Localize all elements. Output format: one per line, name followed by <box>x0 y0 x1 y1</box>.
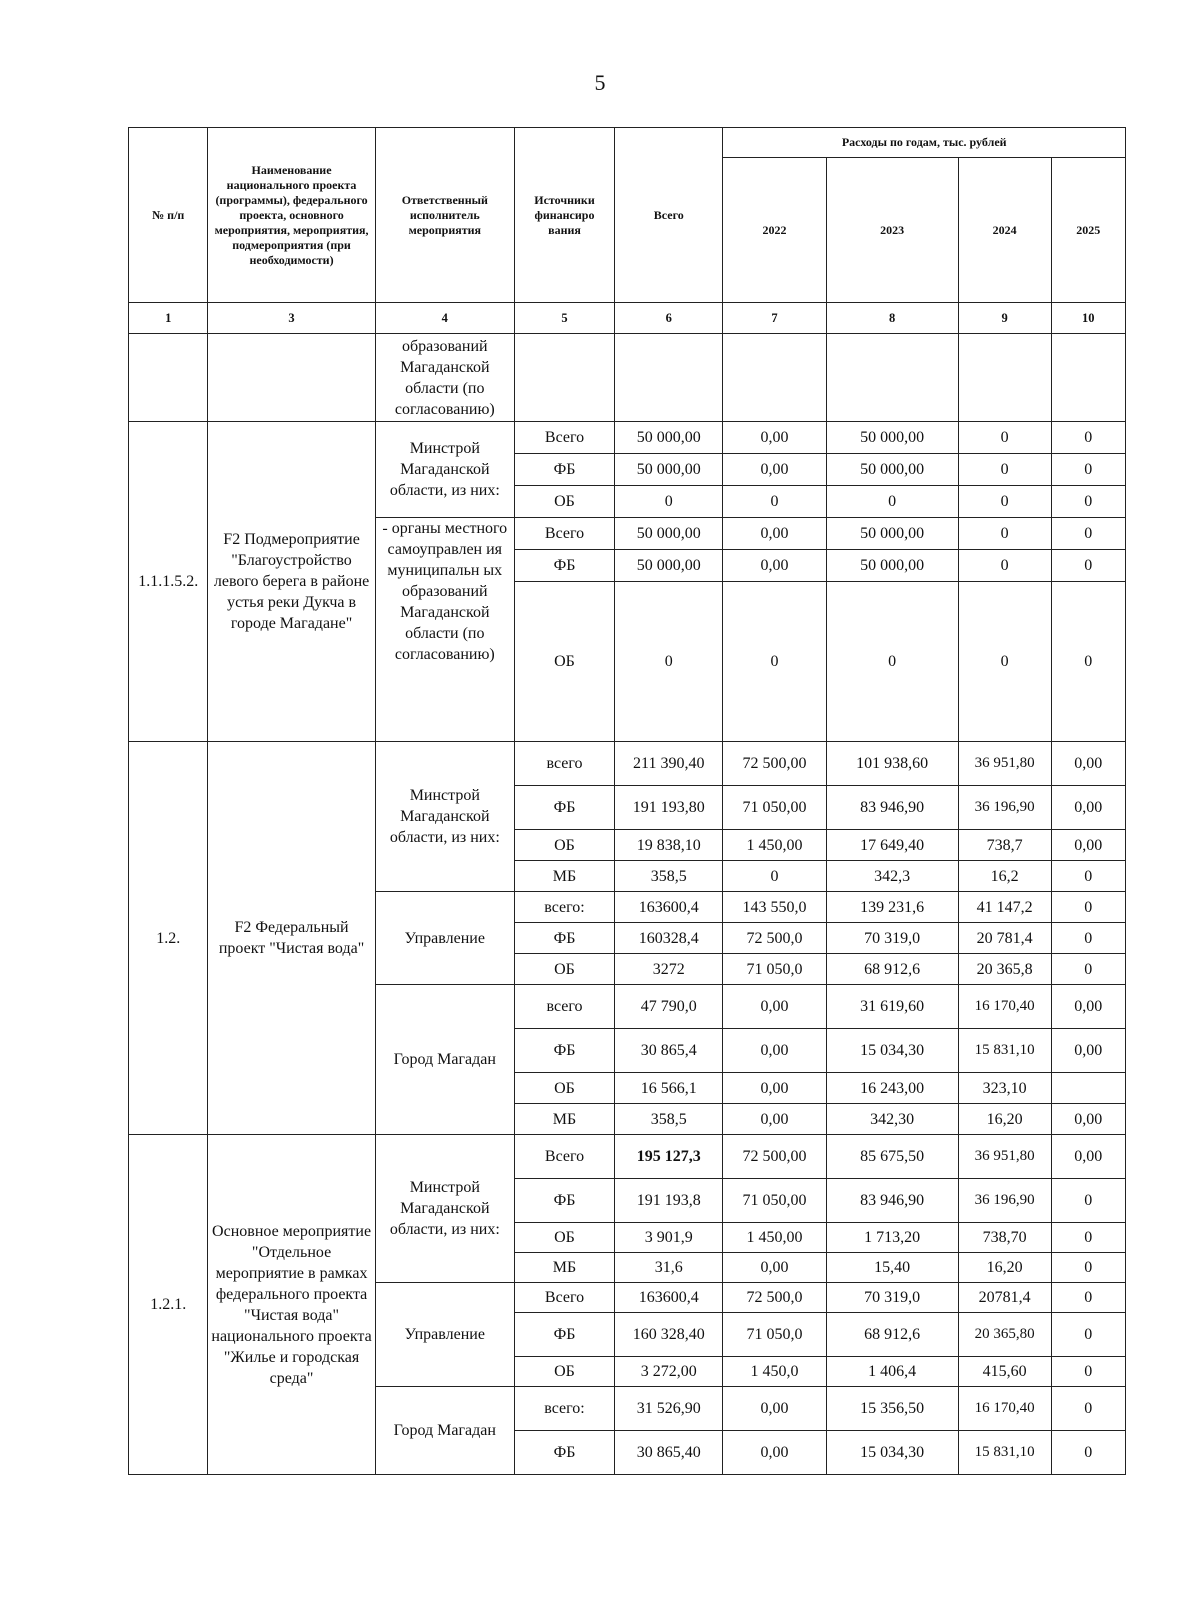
value-cell: 15 831,10 <box>958 1029 1051 1073</box>
value-cell: 1 450,00 <box>723 1223 826 1253</box>
value-cell: 738,70 <box>958 1223 1051 1253</box>
total-cell: 50 000,00 <box>615 518 723 550</box>
index-cell: 5 <box>514 303 614 334</box>
total-cell: 191 193,8 <box>615 1179 723 1223</box>
table-row <box>129 742 1126 786</box>
source-cell: всего: <box>514 1387 614 1431</box>
value-cell: 0,00 <box>1051 1104 1125 1135</box>
source-cell: МБ <box>514 1253 614 1283</box>
total-cell: 211 390,40 <box>615 742 723 786</box>
value-cell: 0 <box>1051 422 1125 454</box>
executor-cell: Минстрой Магаданской области, из них: <box>375 422 514 518</box>
item-number: 1.1.1.5.2. <box>129 422 208 742</box>
value-cell: 0,00 <box>1051 830 1125 861</box>
total-cell: 3 272,00 <box>615 1357 723 1387</box>
total-cell: 191 193,80 <box>615 786 723 830</box>
value-cell: 0 <box>1051 1223 1125 1253</box>
header-expenses: Расходы по годам, тыс. рублей <box>723 128 1126 158</box>
value-cell: 0,00 <box>1051 1029 1125 1073</box>
total-cell: 358,5 <box>615 1104 723 1135</box>
executor-cell: Город Магадан <box>375 1387 514 1475</box>
total-cell: 47 790,0 <box>615 985 723 1029</box>
value-cell: 16 243,00 <box>826 1073 958 1104</box>
column-index-row <box>129 303 1126 334</box>
value-cell: 1 713,20 <box>826 1223 958 1253</box>
total-cell: 163600,4 <box>615 892 723 923</box>
executor-cell: Город Магадан <box>375 985 514 1135</box>
value-cell: 0 <box>1051 861 1125 892</box>
value-cell: 0 <box>1051 1179 1125 1223</box>
value-cell: 15 831,10 <box>958 1431 1051 1475</box>
total-cell: 31 526,90 <box>615 1387 723 1431</box>
executor-cell: - органы местного самоуправлен ия муниципальн ых образований Магаданской области (по согласованию) <box>375 518 514 742</box>
value-cell: 139 231,6 <box>826 892 958 923</box>
value-cell: 0 <box>1051 1357 1125 1387</box>
total-cell: 0 <box>615 486 723 518</box>
value-cell: 20 365,8 <box>958 954 1051 985</box>
source-cell: Всего <box>514 518 614 550</box>
value-cell: 36 196,90 <box>958 786 1051 830</box>
value-cell: 0 <box>723 486 826 518</box>
value-cell <box>1051 1073 1125 1104</box>
value-cell: 31 619,60 <box>826 985 958 1029</box>
value-cell: 0 <box>1051 1283 1125 1313</box>
index-cell: 10 <box>1051 303 1125 334</box>
value-cell: 71 050,0 <box>723 954 826 985</box>
total-cell: 50 000,00 <box>615 550 723 582</box>
item-number: 1.2.1. <box>129 1135 208 1475</box>
value-cell: 0 <box>958 518 1051 550</box>
value-cell: 72 500,0 <box>723 1283 826 1313</box>
total-cell: 30 865,40 <box>615 1431 723 1475</box>
value-cell: 0 <box>1051 1431 1125 1475</box>
value-cell: 50 000,00 <box>826 454 958 486</box>
value-cell: 342,3 <box>826 861 958 892</box>
value-cell: 0 <box>958 422 1051 454</box>
source-cell: ФБ <box>514 1313 614 1357</box>
total-cell: 160 328,40 <box>615 1313 723 1357</box>
index-cell: 3 <box>208 303 375 334</box>
value-cell: 0 <box>1051 923 1125 954</box>
value-cell: 36 951,80 <box>958 1135 1051 1179</box>
executor-cell: образований Магаданской области (по согласованию) <box>375 334 514 422</box>
value-cell: 0 <box>1051 1313 1125 1357</box>
value-cell: 0 <box>958 454 1051 486</box>
value-cell: 0 <box>1051 454 1125 486</box>
source-cell: ОБ <box>514 954 614 985</box>
executor-cell: Минстрой Магаданской области, из них: <box>375 1135 514 1283</box>
value-cell: 0,00 <box>1051 985 1125 1029</box>
value-cell: 71 050,0 <box>723 1313 826 1357</box>
source-cell: ФБ <box>514 1431 614 1475</box>
item-name: F2 Федеральный проект "Чистая вода" <box>208 742 375 1135</box>
value-cell: 0 <box>723 582 826 742</box>
total-cell: 160328,4 <box>615 923 723 954</box>
index-cell: 1 <box>129 303 208 334</box>
value-cell: 0,00 <box>723 550 826 582</box>
value-cell: 72 500,0 <box>723 923 826 954</box>
value-cell: 0 <box>1051 486 1125 518</box>
value-cell: 0 <box>958 582 1051 742</box>
total-cell: 50 000,00 <box>615 454 723 486</box>
value-cell: 71 050,00 <box>723 1179 826 1223</box>
total-cell: 0 <box>615 582 723 742</box>
total-cell: 3272 <box>615 954 723 985</box>
value-cell: 0 <box>1051 1253 1125 1283</box>
value-cell: 16,20 <box>958 1253 1051 1283</box>
value-cell: 41 147,2 <box>958 892 1051 923</box>
budget-table <box>128 127 1126 1475</box>
source-cell: ФБ <box>514 454 614 486</box>
source-cell: всего <box>514 985 614 1029</box>
source-cell: всего <box>514 742 614 786</box>
source-cell: ФБ <box>514 550 614 582</box>
page-number: 5 <box>594 70 606 95</box>
value-cell: 1 450,0 <box>723 1357 826 1387</box>
value-cell: 0 <box>1051 582 1125 742</box>
value-cell: 20781,4 <box>958 1283 1051 1313</box>
value-cell: 0,00 <box>1051 1135 1125 1179</box>
value-cell: 0,00 <box>723 1253 826 1283</box>
source-cell: ФБ <box>514 923 614 954</box>
value-cell: 0,00 <box>723 985 826 1029</box>
executor-cell: Управление <box>375 892 514 985</box>
total-cell: 3 901,9 <box>615 1223 723 1253</box>
value-cell: 342,30 <box>826 1104 958 1135</box>
source-cell: МБ <box>514 861 614 892</box>
value-cell: 1 450,00 <box>723 830 826 861</box>
header-source: Источники финансиро вания <box>514 128 614 303</box>
source-cell: Всего <box>514 1135 614 1179</box>
table-row <box>129 1135 1126 1179</box>
source-cell: ФБ <box>514 1179 614 1223</box>
value-cell: 50 000,00 <box>826 518 958 550</box>
index-cell: 8 <box>826 303 958 334</box>
source-cell: Всего <box>514 422 614 454</box>
value-cell: 16,20 <box>958 1104 1051 1135</box>
total-cell: 195 127,3 <box>615 1135 723 1179</box>
value-cell: 0 <box>723 861 826 892</box>
value-cell: 85 675,50 <box>826 1135 958 1179</box>
index-cell: 6 <box>615 303 723 334</box>
value-cell: 0 <box>1051 1387 1125 1431</box>
value-cell: 70 319,0 <box>826 1283 958 1313</box>
source-cell: ОБ <box>514 1357 614 1387</box>
value-cell: 0 <box>826 486 958 518</box>
executor-cell: Минстрой Магаданской области, из них: <box>375 742 514 892</box>
total-cell: 358,5 <box>615 861 723 892</box>
total-cell: 19 838,10 <box>615 830 723 861</box>
table-row <box>129 422 1126 454</box>
value-cell: 1 406,4 <box>826 1357 958 1387</box>
value-cell: 0 <box>1051 518 1125 550</box>
value-cell: 20 365,80 <box>958 1313 1051 1357</box>
value-cell: 415,60 <box>958 1357 1051 1387</box>
value-cell: 0,00 <box>723 1387 826 1431</box>
value-cell: 71 050,00 <box>723 786 826 830</box>
header-year-2023: 2023 <box>826 158 958 303</box>
value-cell: 50 000,00 <box>826 422 958 454</box>
value-cell: 70 319,0 <box>826 923 958 954</box>
value-cell: 17 649,40 <box>826 830 958 861</box>
value-cell: 0 <box>958 486 1051 518</box>
header-year-2022: 2022 <box>723 158 826 303</box>
value-cell: 0,00 <box>723 454 826 486</box>
value-cell: 0 <box>1051 954 1125 985</box>
value-cell: 83 946,90 <box>826 786 958 830</box>
index-cell: 7 <box>723 303 826 334</box>
value-cell: 0 <box>958 550 1051 582</box>
source-cell: ФБ <box>514 786 614 830</box>
item-name: F2 Подмероприятие "Благоустройство левого берега в районе устья реки Дукча в городе Магадане" <box>208 422 375 742</box>
source-cell: ОБ <box>514 1223 614 1253</box>
value-cell: 0 <box>1051 892 1125 923</box>
value-cell: 72 500,00 <box>723 1135 826 1179</box>
source-cell: ОБ <box>514 486 614 518</box>
value-cell: 16 170,40 <box>958 1387 1051 1431</box>
value-cell: 143 550,0 <box>723 892 826 923</box>
header-no: № п/п <box>129 128 208 303</box>
value-cell: 738,7 <box>958 830 1051 861</box>
item-number: 1.2. <box>129 742 208 1135</box>
source-cell: ОБ <box>514 830 614 861</box>
value-cell: 0,00 <box>723 422 826 454</box>
header-total: Всего <box>615 128 723 303</box>
total-cell: 16 566,1 <box>615 1073 723 1104</box>
value-cell: 0,00 <box>723 1029 826 1073</box>
value-cell: 15 034,30 <box>826 1431 958 1475</box>
value-cell: 15 034,30 <box>826 1029 958 1073</box>
header-year-2024: 2024 <box>958 158 1051 303</box>
value-cell: 36 196,90 <box>958 1179 1051 1223</box>
value-cell: 101 938,60 <box>826 742 958 786</box>
value-cell: 0 <box>826 582 958 742</box>
value-cell: 50 000,00 <box>826 550 958 582</box>
value-cell: 0,00 <box>723 1431 826 1475</box>
source-cell: Всего <box>514 1283 614 1313</box>
total-cell: 50 000,00 <box>615 422 723 454</box>
value-cell: 0,00 <box>723 1073 826 1104</box>
index-cell: 9 <box>958 303 1051 334</box>
source-cell: ОБ <box>514 582 614 742</box>
source-cell: ОБ <box>514 1073 614 1104</box>
value-cell: 0,00 <box>1051 786 1125 830</box>
total-cell: 31,6 <box>615 1253 723 1283</box>
value-cell: 0 <box>1051 550 1125 582</box>
total-cell: 163600,4 <box>615 1283 723 1313</box>
value-cell: 0,00 <box>723 518 826 550</box>
value-cell: 83 946,90 <box>826 1179 958 1223</box>
header-name: Наименование национального проекта (программы), федерального проекта, основного мероприятия, мероприятия, подмероприятия (при необходимости) <box>208 128 375 303</box>
value-cell: 68 912,6 <box>826 1313 958 1357</box>
value-cell: 68 912,6 <box>826 954 958 985</box>
value-cell: 20 781,4 <box>958 923 1051 954</box>
index-cell: 4 <box>375 303 514 334</box>
source-cell: МБ <box>514 1104 614 1135</box>
value-cell: 16,2 <box>958 861 1051 892</box>
continuation-row <box>129 334 1126 422</box>
item-name: Основное мероприятие "Отдельное мероприятие в рамках федерального проекта "Чистая вода" национального проекта "Жилье и городская среда" <box>208 1135 375 1475</box>
value-cell: 0,00 <box>723 1104 826 1135</box>
source-cell: всего: <box>514 892 614 923</box>
value-cell: 72 500,00 <box>723 742 826 786</box>
header-executor: Ответственный исполнитель мероприятия <box>375 128 514 303</box>
total-cell: 30 865,4 <box>615 1029 723 1073</box>
value-cell: 15 356,50 <box>826 1387 958 1431</box>
value-cell: 323,10 <box>958 1073 1051 1104</box>
header-row-1 <box>129 128 1126 158</box>
header-year-2025: 2025 <box>1051 158 1125 303</box>
source-cell: ФБ <box>514 1029 614 1073</box>
value-cell: 36 951,80 <box>958 742 1051 786</box>
value-cell: 15,40 <box>826 1253 958 1283</box>
executor-cell: Управление <box>375 1283 514 1387</box>
value-cell: 16 170,40 <box>958 985 1051 1029</box>
value-cell: 0,00 <box>1051 742 1125 786</box>
